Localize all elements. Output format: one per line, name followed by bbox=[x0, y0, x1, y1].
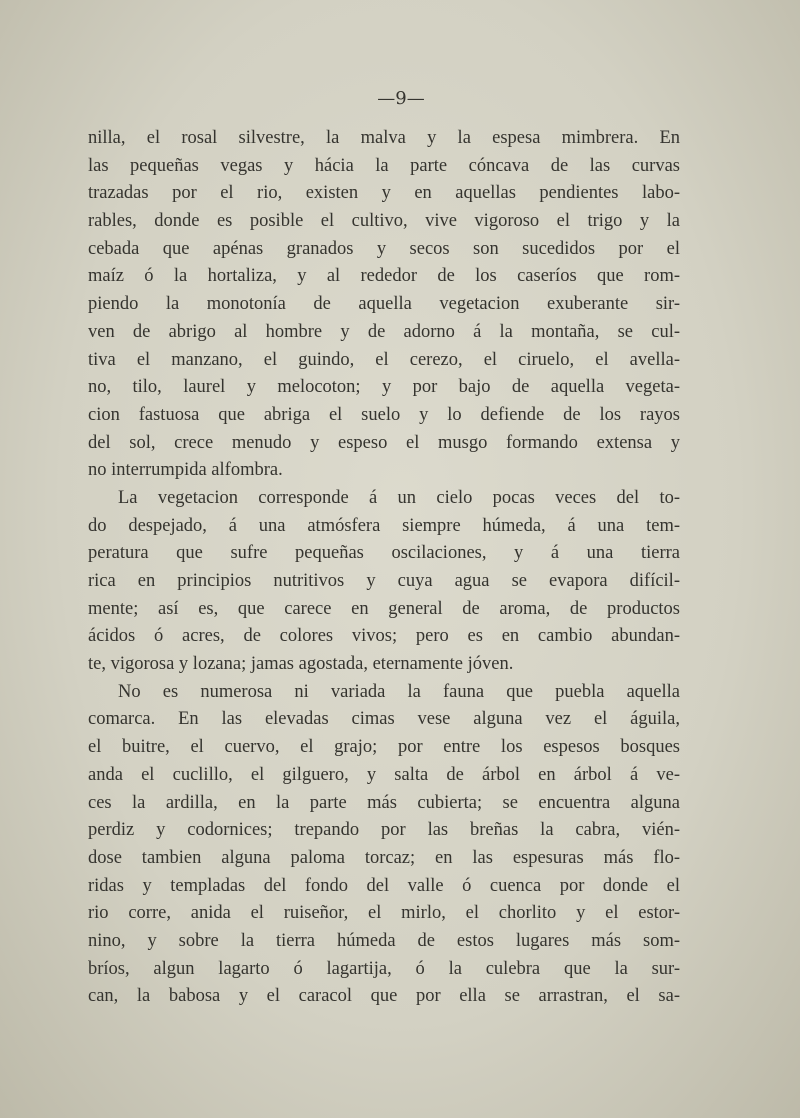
text-line: nino, y sobre la tierra húmeda de estos lugares más som- bbox=[88, 930, 680, 951]
text-line: del sol, crece menudo y espeso el musgo formando extensa y bbox=[88, 432, 680, 453]
text-line: no interrumpida alfombra. bbox=[88, 460, 283, 481]
text-line: rica en principios nutritivos y cuya agua se evapora difícil- bbox=[88, 571, 680, 591]
text-line: ridas y templadas del fondo del valle ó cuenca por donde el bbox=[88, 875, 680, 896]
text-line: can, la babosa y el caracol que por ella se arrastran, el sa- bbox=[88, 986, 680, 1007]
text-line: nilla, el rosal silvestre, la malva y la espesa mimbrera. En bbox=[88, 128, 680, 148]
text-line: ven de abrigo al hombre y de adorno á la montaña, se cul- bbox=[88, 321, 680, 342]
text-line: maíz ó la hortaliza, y al rededor de los caseríos que rom- bbox=[88, 266, 680, 287]
text-line: anda el cuclillo, el gilguero, y salta de árbol en árbol á ve- bbox=[88, 764, 680, 785]
text-line: rio corre, anida el ruiseñor, el mirlo, el chorlito y el estor- bbox=[88, 903, 680, 924]
text-line: rables, donde es posible el cultivo, vive vigoroso el trigo y la bbox=[88, 211, 680, 232]
text-line: el buitre, el cuervo, el grajo; por entre los espesos bosques bbox=[88, 737, 680, 758]
text-line: trazadas por el rio, existen y en aquellas pendientes labo- bbox=[88, 183, 680, 204]
text-line: piendo la monotonía de aquella vegetacion exuberante sir- bbox=[88, 294, 680, 315]
page-number: —9— bbox=[377, 88, 425, 109]
text-line: ácidos ó acres, de colores vivos; pero es en cambio abundan- bbox=[88, 626, 680, 647]
text-line: cebada que apénas granados y secos son sucedidos por el bbox=[88, 238, 680, 259]
text-line: peratura que sufre pequeñas oscilaciones, y á una tierra bbox=[88, 543, 680, 564]
body-text bbox=[88, 125, 680, 1011]
text-line: dose tambien alguna paloma torcaz; en las espesuras más flo- bbox=[88, 847, 680, 868]
text-line: ces la ardilla, en la parte más cubierta; se encuentra alguna bbox=[88, 792, 680, 813]
text-line: te, vigorosa y lozana; jamas agostada, eternamente jóven. bbox=[88, 654, 514, 675]
text-line: No es numerosa ni variada la fauna que puebla aquella bbox=[118, 681, 680, 702]
text-line: La vegetacion corresponde á un cielo pocas veces del to- bbox=[118, 487, 680, 508]
text-line: las pequeñas vegas y hácia la parte cóncava de las curvas bbox=[88, 155, 680, 176]
text-line: no, tilo, laurel y melocoton; y por bajo de aquella vegeta- bbox=[88, 377, 680, 398]
text-line: tiva el manzano, el guindo, el cerezo, el ciruelo, el avella- bbox=[88, 349, 680, 370]
text-line: comarca. En las elevadas cimas vese alguna vez el águila, bbox=[88, 709, 680, 730]
text-line: perdiz y codornices; trepando por las breñas la cabra, vién- bbox=[88, 820, 680, 841]
paragraph bbox=[88, 679, 680, 1011]
paragraph bbox=[88, 485, 680, 679]
text-line: cion fastuosa que abriga el suelo y lo defiende de los rayos bbox=[88, 404, 680, 425]
text-line: mente; así es, que carece en general de aroma, de productos bbox=[88, 598, 680, 619]
paragraph bbox=[88, 125, 680, 485]
text-line: bríos, algun lagarto ó lagartija, ó la culebra que la sur- bbox=[88, 958, 680, 979]
text-line: do despejado, á una atmósfera siempre húmeda, á una tem- bbox=[88, 515, 680, 536]
